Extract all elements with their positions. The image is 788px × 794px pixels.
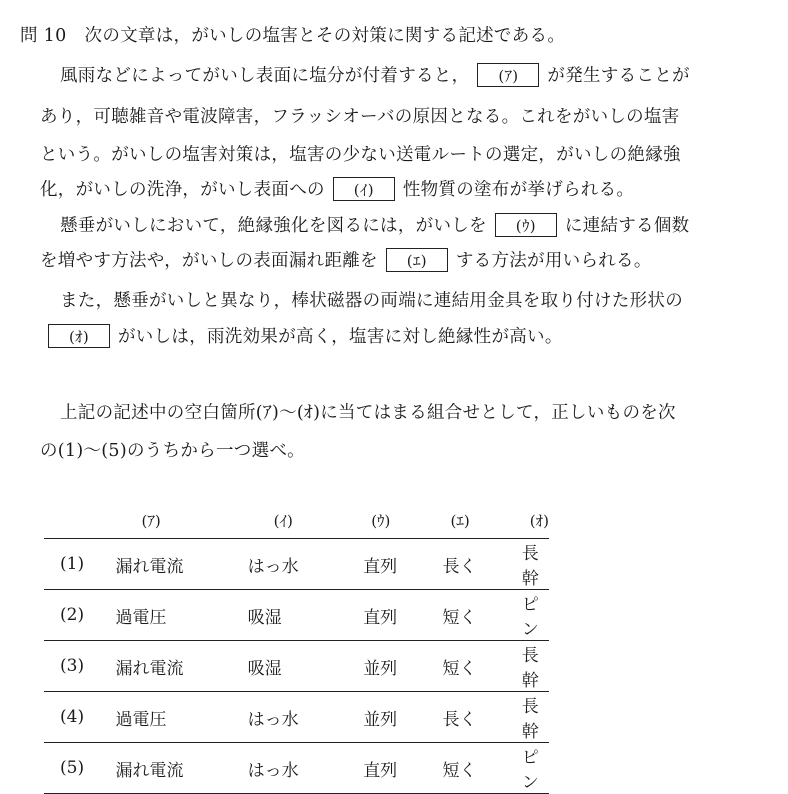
table-cell: 過電圧 <box>115 607 167 628</box>
table-row <box>44 641 549 692</box>
table-cell: 並列 <box>363 658 398 679</box>
passage-text: 性物質の塗布が挙げられる。 <box>402 180 635 200</box>
choice-number: (1) <box>60 554 85 574</box>
table-cell: 短く <box>442 658 477 679</box>
table-cell: 並列 <box>363 709 398 730</box>
passage-text: 懸垂がいしにおいて，絶縁強化を図るには，がいしを <box>60 216 487 236</box>
question-stem: 次の文章は，がいしの塩害とその対策に関する記述である。 <box>84 26 566 46</box>
question-header <box>20 22 565 47</box>
table-row <box>44 539 549 590</box>
table-cell: 短く <box>442 607 477 628</box>
table-cell: 過電圧 <box>115 709 167 730</box>
table-cell: 長く <box>442 556 477 577</box>
choice-number: (3) <box>60 656 85 676</box>
table-cell: 長幹 <box>521 697 539 742</box>
passage-text: する方法が用いられる。 <box>455 251 652 271</box>
table-header-cell: (ｱ) <box>141 512 161 530</box>
table-header-cell: (ｲ) <box>273 512 293 530</box>
table-header-row <box>44 503 549 539</box>
passage-line <box>40 247 652 274</box>
table-cell: 長幹 <box>521 646 539 691</box>
table-cell: 吸湿 <box>247 607 282 628</box>
table-cell: 吸湿 <box>247 658 282 679</box>
passage-text: に連結する個数 <box>564 216 690 236</box>
blank-a-box: (ｱ) <box>477 63 539 87</box>
table-cell: はっ水 <box>247 556 299 577</box>
instruction-text: 上記の記述中の空白箇所(ｱ)～(ｵ)に当てはまる組合せとして，正しいものを次 <box>60 403 676 423</box>
passage-line <box>60 62 690 89</box>
table-cell: 直列 <box>363 556 398 577</box>
table-cell: はっ水 <box>247 709 299 730</box>
blank-e-box: (ｴ) <box>386 248 448 272</box>
table-cell: 直列 <box>363 607 398 628</box>
instruction-line <box>40 437 305 462</box>
table-cell: はっ水 <box>247 760 299 781</box>
passage-text: あり，可聴雑音や電波障害，フラッシオーバの原因となる。これをがいしの塩害 <box>40 107 680 127</box>
table-header-cell: (ｵ) <box>529 512 549 530</box>
passage-line <box>60 212 689 239</box>
table-cell: 長く <box>442 709 477 730</box>
table-row <box>44 743 549 794</box>
table-cell: 漏れ電流 <box>115 760 184 781</box>
table-cell: ピン <box>521 595 539 640</box>
passage-text: 風雨などによってがいし表面に塩分が付着すると， <box>60 66 470 86</box>
table-cell: 直列 <box>363 760 398 781</box>
table-header-cell <box>44 503 116 539</box>
table-cell: 長幹 <box>521 544 539 589</box>
passage-line <box>40 103 680 128</box>
instruction-text: の(1)～(5)のうちから一つ選べ。 <box>40 441 305 461</box>
passage-text: という。がいしの塩害対策は，塩害の少ない送電ルートの選定，がいしの絶縁強 <box>40 145 681 165</box>
passage-line <box>60 287 683 312</box>
table-cell: 短く <box>442 760 477 781</box>
table-cell: 漏れ電流 <box>115 658 184 679</box>
table-cell: 漏れ電流 <box>115 556 184 577</box>
table-cell: ピン <box>521 748 539 793</box>
passage-line <box>40 141 681 166</box>
passage-text: 化，がいしの洗浄，がいし表面への <box>40 180 325 200</box>
table-header-cell: (ｳ) <box>371 512 391 530</box>
table-row <box>44 692 549 743</box>
choice-number: (2) <box>60 605 85 625</box>
blank-i-box: (ｲ) <box>333 177 395 201</box>
passage-line <box>40 323 563 350</box>
blank-u-box: (ｳ) <box>495 213 557 237</box>
table-header-cell: (ｴ) <box>450 512 470 530</box>
table-row <box>44 590 549 641</box>
instruction-line <box>60 399 676 424</box>
passage-text: を増やす方法や，がいしの表面漏れ距離を <box>40 251 378 271</box>
passage-line <box>40 176 634 203</box>
passage-text: また，懸垂がいしと異なり，棒状磁器の両端に連結用金具を取り付けた形状の <box>60 291 683 311</box>
choice-number: (4) <box>60 707 85 727</box>
choice-number: (5) <box>60 758 85 778</box>
question-number: 問 10 <box>20 26 67 46</box>
answer-choices-table <box>44 503 549 794</box>
passage-text: が発生することが <box>547 66 690 86</box>
passage-text: がいしは，雨洗効果が高く，塩害に対し絶縁性が高い。 <box>118 327 563 347</box>
blank-o-box: (ｵ) <box>48 324 110 348</box>
